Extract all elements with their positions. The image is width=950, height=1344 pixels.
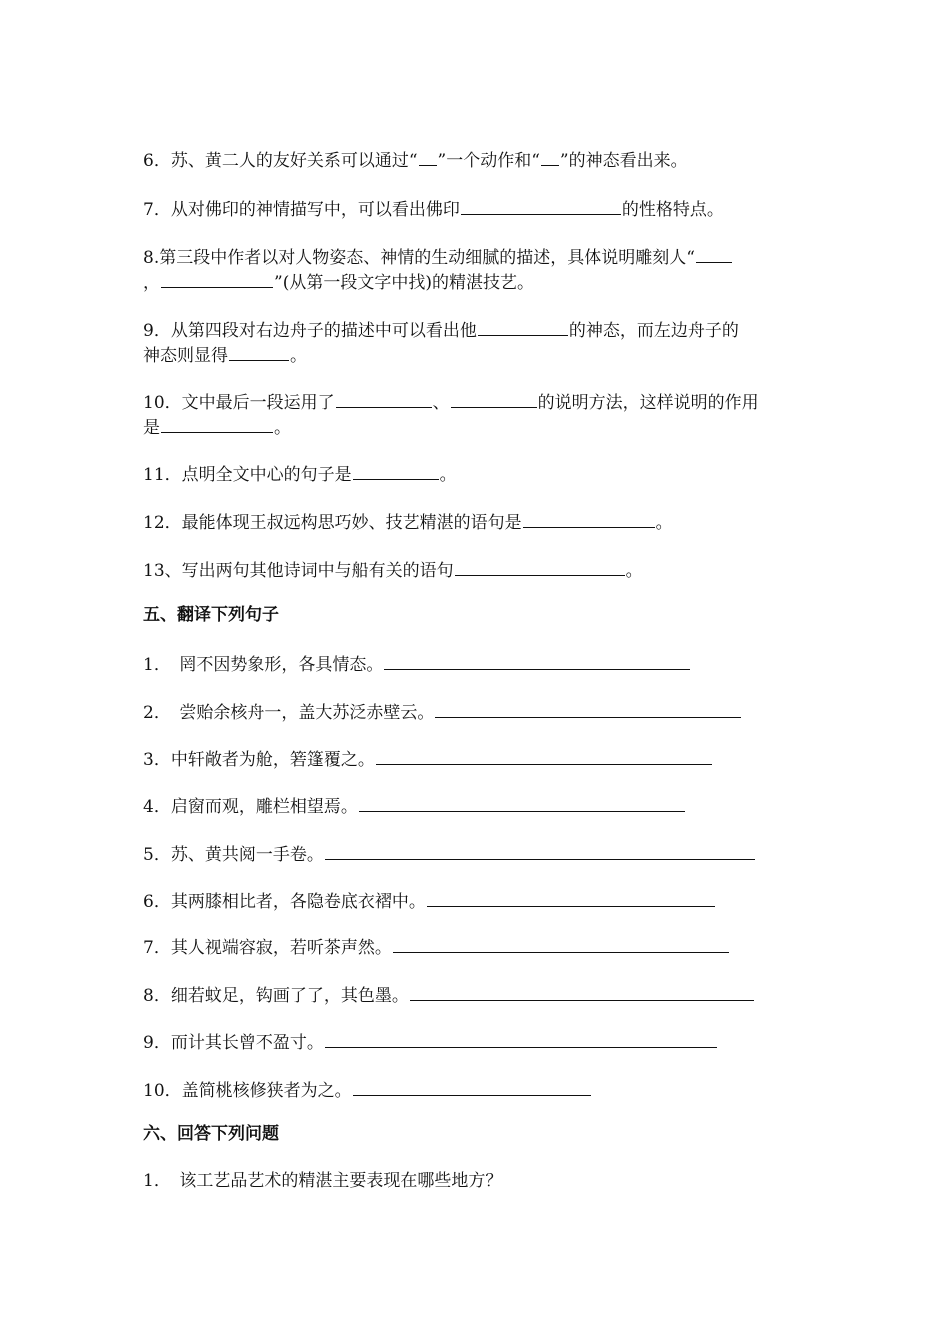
translate-item-text: 7．其人视端容寂，若听茶声然。 (143, 938, 392, 958)
question-12 (143, 510, 673, 534)
q6-text-a: 6．苏、黄二人的友好关系可以通过“ (143, 151, 418, 171)
translate-item-5 (143, 842, 756, 866)
translate-answer-line[interactable] (410, 983, 754, 1001)
translate-item-text: 10．盖简桃核修狭者为之。 (143, 1081, 352, 1101)
q8-blank-1[interactable] (696, 245, 732, 263)
q13-text-b: 。 (625, 561, 643, 581)
translate-item-7 (143, 935, 730, 959)
q6-text-c: ”的神态看出来。 (559, 151, 688, 171)
q13-text-a: 13、写出两句其他诗词中与船有关的语句 (143, 561, 454, 581)
question-item-1 (143, 1170, 502, 1192)
question-11 (143, 462, 457, 486)
q7-text-a: 7．从对佛印的神情描写中，可以看出佛印 (143, 200, 460, 220)
question-7 (143, 197, 724, 221)
q10-blank-2[interactable] (451, 390, 537, 408)
translate-item-8 (143, 983, 755, 1007)
translate-item-text: 3．中轩敞者为舱，箬篷覆之。 (143, 750, 375, 770)
q11-text-a: 11．点明全文中心的句子是 (143, 465, 352, 485)
q10-text-d: 是 (143, 418, 160, 438)
q12-text-b: 。 (655, 513, 673, 533)
q8-text-2a: ， (143, 273, 160, 293)
translate-item-text: 1． 罔不因势象形，各具情态。 (143, 655, 384, 675)
translate-answer-line[interactable] (435, 700, 741, 718)
section-6-heading: 六、回答下列问题 (143, 1124, 279, 1144)
translate-answer-line[interactable] (359, 794, 685, 812)
q9-blank-1[interactable] (478, 318, 568, 336)
translate-answer-line[interactable] (393, 935, 729, 953)
q8-blank-2[interactable] (161, 270, 273, 288)
translate-item-9 (143, 1030, 718, 1054)
q6-text-b: ”一个动作和“ (437, 151, 540, 171)
q11-blank[interactable] (353, 462, 439, 480)
q10-text-a: 10．文中最后一段运用了 (143, 393, 335, 413)
question-8-line-2 (143, 270, 534, 294)
q10-text-c: 的说明方法，这样说明的作用 (537, 393, 759, 413)
q10-text-e: 。 (274, 418, 291, 438)
translate-item-text: 8．细若蚊足，钩画了了，其色墨。 (143, 986, 409, 1006)
translate-answer-line[interactable] (427, 889, 715, 907)
translate-item-6 (143, 889, 716, 913)
q12-blank[interactable] (523, 510, 655, 528)
question-item-text: 1． 该工艺品艺术的精湛主要表现在哪些地方？ (143, 1171, 503, 1191)
q13-blank[interactable] (455, 558, 625, 576)
q6-blank-2[interactable] (541, 148, 559, 166)
question-6 (143, 148, 688, 172)
question-9-line-2 (143, 343, 307, 367)
q12-text-a: 12．最能体现王叔远构思巧妙、技艺精湛的语句是 (143, 513, 522, 533)
q10-blank-1[interactable] (336, 390, 432, 408)
q9-text-a: 9．从第四段对右边舟子的描述中可以看出他 (143, 321, 477, 341)
translate-answer-line[interactable] (384, 652, 690, 670)
translate-item-text: 2． 尝贻余核舟一，盖大苏泛赤壁云。 (143, 703, 435, 723)
q9-blank-2[interactable] (229, 343, 289, 361)
q9-text-d: 。 (290, 346, 307, 366)
q11-text-b: 。 (439, 465, 457, 485)
translate-item-2 (143, 700, 742, 724)
q8-text-2b: ”(从第一段文字中找)的精湛技艺。 (274, 273, 534, 293)
question-10-line-1 (143, 390, 759, 414)
translate-item-10 (143, 1078, 592, 1102)
section-5-heading: 五、翻译下列句子 (143, 605, 279, 625)
q8-text-1: 8.第三段中作者以对人物姿态、神情的生动细腻的描述，具体说明雕刻人“ (143, 248, 695, 268)
q10-blank-3[interactable] (161, 415, 273, 433)
translate-item-text: 9．而计其长曾不盈寸。 (143, 1033, 324, 1053)
translate-answer-line[interactable] (376, 747, 712, 765)
translate-item-1 (143, 652, 691, 676)
q7-blank[interactable] (461, 197, 621, 215)
translate-item-4 (143, 794, 686, 818)
q10-text-b: 、 (432, 393, 450, 413)
translate-item-text: 6．其两膝相比者，各隐卷底衣褶中。 (143, 892, 426, 912)
translate-answer-line[interactable] (353, 1078, 591, 1096)
question-8-line-1 (143, 245, 733, 269)
q7-text-b: 的性格特点。 (621, 200, 724, 220)
question-13 (143, 558, 643, 582)
question-9-line-1 (143, 318, 739, 342)
translate-item-3 (143, 747, 713, 771)
q9-text-c: 神态则显得 (143, 346, 228, 366)
translate-item-text: 4．启窗而观，雕栏相望焉。 (143, 797, 358, 817)
translate-answer-line[interactable] (325, 1030, 717, 1048)
translate-item-text: 5．苏、黄共阅一手卷。 (143, 845, 324, 865)
translate-answer-line[interactable] (325, 842, 755, 860)
q6-blank-1[interactable] (419, 148, 437, 166)
q9-text-b: 的神态，而左边舟子的 (568, 321, 739, 341)
question-10-line-2 (143, 415, 291, 439)
